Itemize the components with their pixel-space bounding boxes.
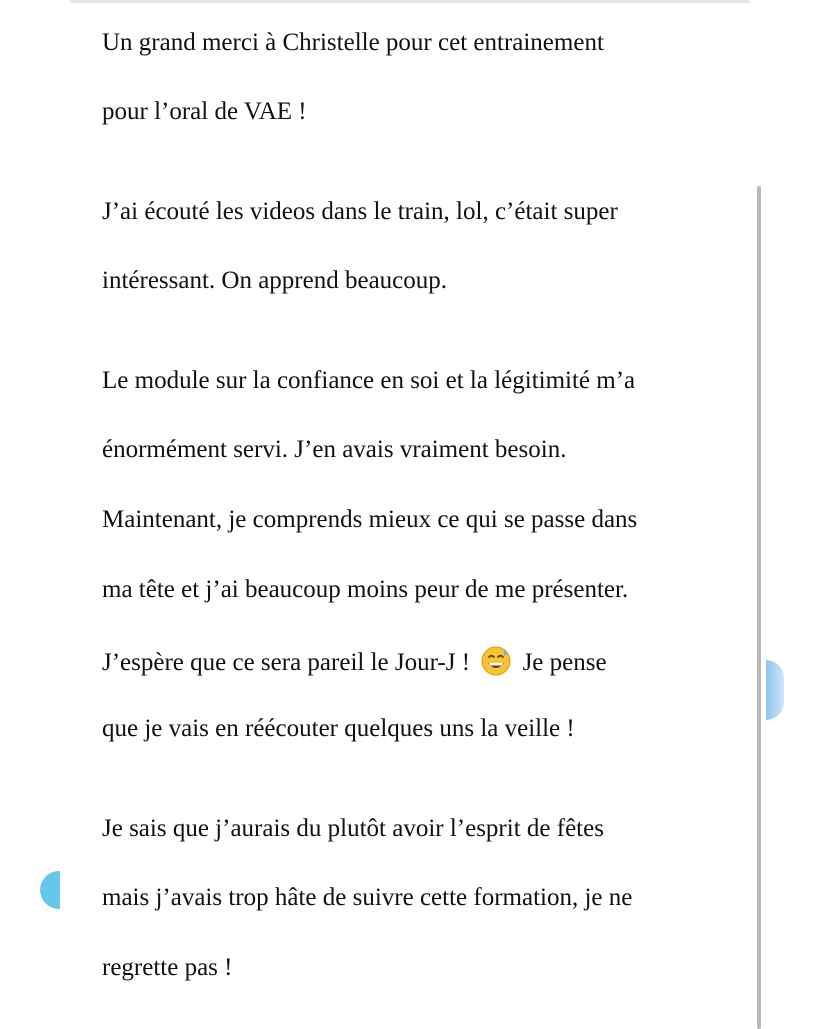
top-divider — [70, 0, 750, 3]
scrollbar-track[interactable] — [757, 186, 761, 1029]
message-line: Maintenant, je comprends mieux ce qui se passe dans — [102, 506, 638, 533]
message-line: que je vais en réécouter quelques uns la veille ! — [102, 715, 575, 742]
message-line: énormément servi. J’en avais vraiment besoin. — [102, 436, 567, 463]
message-line: Un grand merci à Christelle pour cet entrainement — [102, 29, 604, 56]
message-line-with-emoji — [102, 645, 607, 678]
message-line: pour l’oral de VAE ! — [102, 98, 307, 125]
message-line: Le module sur la confiance en soi et la légitimité m’a — [102, 367, 636, 394]
message-line: Je sais que j’aurais du plutôt avoir l’esprit de fêtes — [102, 815, 604, 842]
scrollbar-thumb[interactable] — [766, 660, 784, 720]
message-text: J’espère que ce sera pareil le Jour-J ! — [102, 649, 471, 676]
message-line: mais j’avais trop hâte de suivre cette formation, je ne — [102, 884, 633, 911]
message-line: ma tête et j’ai beaucoup moins peur de me présenter. — [102, 576, 629, 603]
message-line: J’ai écouté les videos dans le train, lol, c’était super — [102, 198, 618, 225]
side-marker — [40, 871, 60, 909]
grinning-face-with-sweat-icon — [480, 645, 512, 677]
message-text: Je pense — [522, 649, 607, 676]
message-line: intéressant. On apprend beaucoup. — [102, 267, 448, 294]
message-line: regrette pas ! — [102, 954, 233, 981]
